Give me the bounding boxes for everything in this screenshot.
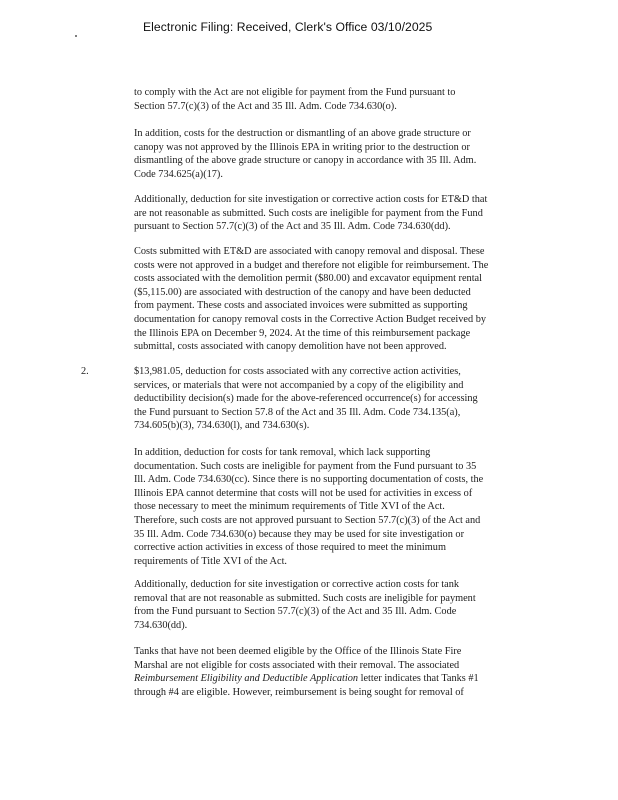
text-line: Tanks that have not been deemed eligible by the Office of the Illinois State Fire: [134, 646, 462, 657]
item-2-text: [134, 365, 518, 433]
text-line: deductibility decision(s) made for the above-referenced occurrence(s) for accessing: [134, 393, 478, 405]
text-line: canopy was not approved by the Illinois EPA in writing prior to the destruction or: [134, 141, 470, 153]
paragraph-4: [134, 245, 518, 354]
text-line: Additionally, deduction for site investigation or corrective action costs for ET&D that: [134, 194, 488, 205]
text-line: the Illinois EPA on December 9, 2024. At the time of this reimbursement package: [134, 327, 471, 339]
text-line: costs associated with the demolition permit ($80.00) and excavator equipment rental: [134, 273, 482, 285]
text-line: [134, 672, 518, 686]
scan-speck: [75, 35, 77, 37]
text-line: documentation for canopy removal costs in the Corrective Action Budget received by: [134, 313, 486, 325]
text-line: Illinois EPA cannot determine that costs will not be used for activities in excess of: [134, 487, 473, 499]
text-line: pursuant to Section 57.7(c)(3) of the Act and 35 Ill. Adm. Code 734.630(dd).: [134, 221, 451, 233]
item-number: 2.: [81, 366, 89, 377]
paragraph-3: [134, 193, 518, 234]
text-line: the Fund pursuant to Section 57.8 of the Act and 35 Ill. Adm. Code 734.135(a),: [134, 406, 461, 418]
text-line: submittal, costs associated with canopy demolition have not been approved.: [134, 341, 447, 353]
text-line: In addition, costs for the destruction or dismantling of an above grade structure or: [134, 128, 471, 139]
paragraph-1: [134, 86, 518, 113]
text-line: from the Fund pursuant to Section 57.7(c)(3) of the Act and 35 Ill. Adm. Code: [134, 606, 457, 618]
text-line: corrective action activities in excess of those required to meet the minimum: [134, 542, 446, 554]
text-line: services, or materials that were not accompanied by a copy of the eligibility and: [134, 379, 464, 391]
text-line: costs were not approved in a budget and therefore not eligible for reimbursement. The: [134, 259, 489, 271]
text-line: dismantling of the above grade structure or canopy in accordance with 35 Ill. Adm.: [134, 155, 477, 167]
text-line: Section 57.7(c)(3) of the Act and 35 Ill. Adm. Code 734.630(o).: [134, 100, 397, 112]
text-line: through #4 are eligible. However, reimbursement is being sought for removal of: [134, 686, 464, 698]
text-line: Code 734.625(a)(17).: [134, 168, 223, 180]
paragraph-2: [134, 127, 518, 181]
text-line: In addition, deduction for costs for tank removal, which lack supporting: [134, 447, 431, 458]
text-line: from payment. These costs and associated invoices were submitted as supporting: [134, 300, 468, 312]
text-line: 734.605(b)(3), 734.630(l), and 734.630(s).: [134, 420, 310, 432]
text-line: Additionally, deduction for site investigation or corrective action costs for tank: [134, 579, 460, 590]
text-line: 734.630(dd).: [134, 619, 188, 631]
text-line: are not reasonable as submitted. Such costs are ineligible for payment from the Fund: [134, 207, 483, 219]
paragraph-6: [134, 446, 518, 568]
text-line: Costs submitted with ET&D are associated with canopy removal and disposal. These: [134, 246, 485, 257]
text-line: documentation. Such costs are ineligible for payment from the Fund pursuant to 35: [134, 460, 477, 472]
filing-stamp: Electronic Filing: Received, Clerk's Office 03/10/2025: [143, 20, 433, 34]
text-line: to comply with the Act are not eligible for payment from the Fund pursuant to: [134, 87, 456, 98]
text-line: 35 Ill. Adm. Code 734.630(o) because they may be used for site investigation or: [134, 528, 465, 540]
paragraph-8: [134, 645, 518, 699]
italic-doc-title: Reimbursement Eligibility and Deductible Application: [134, 673, 359, 685]
text-line: Ill. Adm. Code 734.630(cc). Since there is no supporting documentation of costs, the: [134, 474, 484, 486]
text-line: those necessary to meet the minimum requirements of Title XVI of the Act.: [134, 501, 445, 513]
text-line: requirements of Title XVI of the Act.: [134, 555, 287, 567]
text-line: Therefore, such costs are not approved pursuant to Section 57.7(c)(3) of the Act and: [134, 514, 481, 526]
text-line: Marshal are not eligible for costs associated with their removal. The associated: [134, 659, 460, 671]
paragraph-7: [134, 578, 518, 632]
text-line: ($5,115.00) are associated with destruction of the canopy and have been deducted: [134, 286, 471, 298]
text-line: $13,981.05, deduction for costs associated with any corrective action activities,: [134, 366, 461, 377]
text-fragment: letter indicates that Tanks #1: [358, 673, 479, 685]
text-line: removal that are not reasonable as submitted. Such costs are ineligible for payment: [134, 592, 476, 604]
